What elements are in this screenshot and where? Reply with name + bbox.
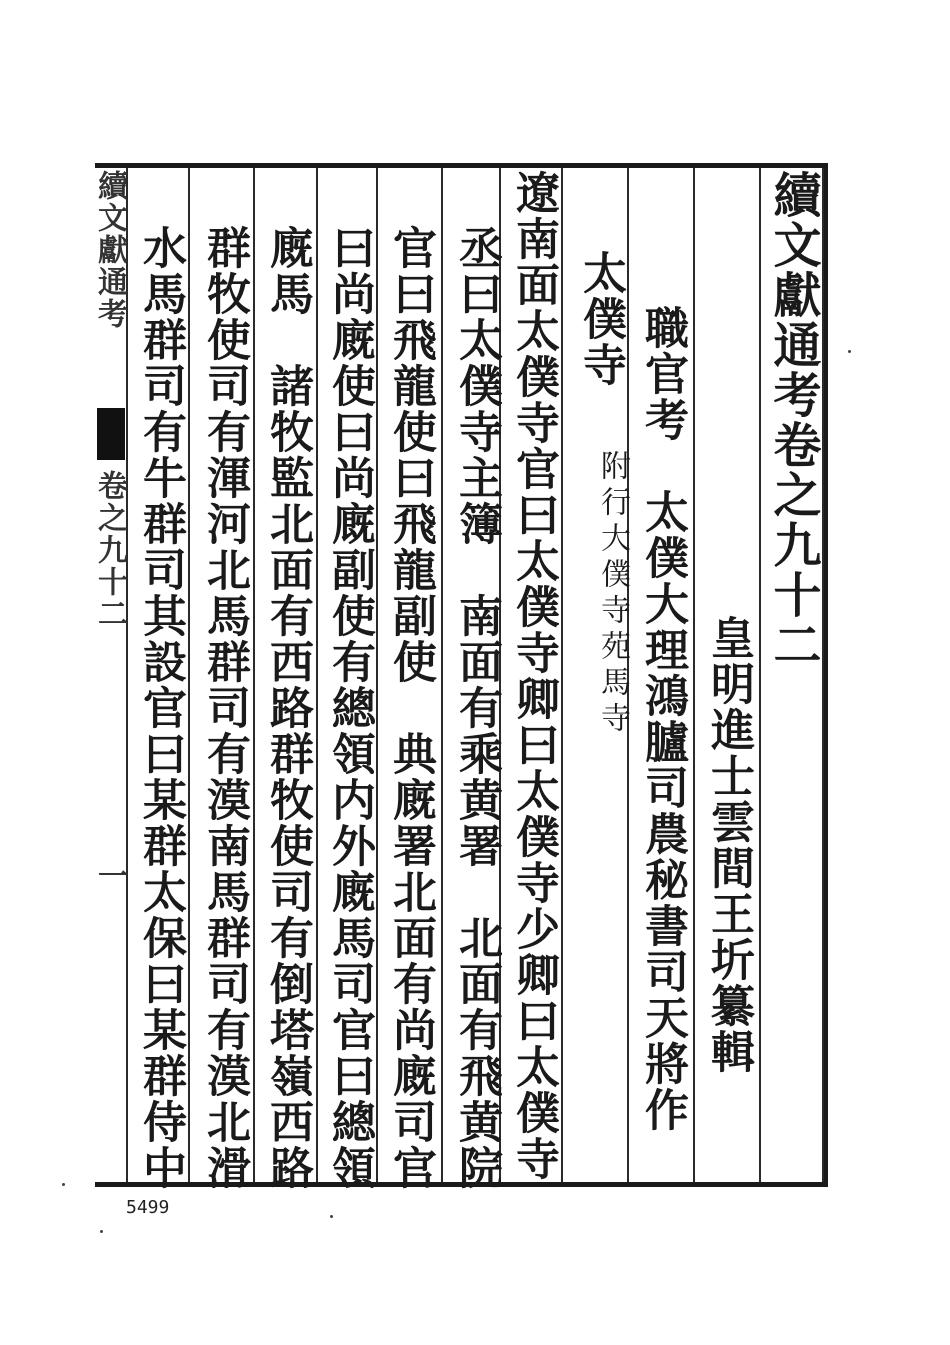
subsection-note: 附行大僕寺苑馬寺 xyxy=(595,450,630,738)
column-rule xyxy=(316,168,318,1182)
author-line: 皇明進士雲間王圻纂輯 xyxy=(703,615,754,1075)
body-column-7: 水馬群司有牛群司其設官曰某群太保曰某群侍中 xyxy=(135,225,186,1191)
margin-leaf: 一 xyxy=(92,860,127,892)
subsection-heading: 太僕寺 xyxy=(575,250,626,388)
column-rule xyxy=(441,168,443,1182)
body-column-2: 丞曰太僕寺主簿 南面有乘黄署 北面有飛黄院 xyxy=(451,225,502,1191)
book-title: 續文獻通考卷之九十二 xyxy=(765,170,821,670)
page-number: 5499 xyxy=(126,1197,170,1218)
body-column-1: 遼南面太僕寺官曰太僕寺卿曰太僕寺少卿曰太僕寺 xyxy=(508,170,559,1182)
column-rule xyxy=(561,168,563,1182)
margin-title: 續文獻通考 xyxy=(92,170,127,330)
ink-speck xyxy=(330,1215,333,1218)
section-heading: 職官考 太僕大理鴻臚司農秘書司天將作 xyxy=(637,305,688,1133)
column-rule xyxy=(822,168,824,1182)
column-rule xyxy=(759,168,761,1182)
body-column-6: 群牧使司有渾河北馬群司有漠南馬群司有漠北滑 xyxy=(199,225,250,1191)
ink-speck xyxy=(100,1230,103,1233)
body-column-5: 廐馬 諸牧監北面有西路群牧使司有倒塔嶺西路 xyxy=(262,225,313,1191)
column-rule xyxy=(253,168,255,1182)
ink-speck xyxy=(62,1183,65,1186)
margin-volume: 卷之九十二 xyxy=(92,470,127,630)
ink-speck xyxy=(848,350,851,353)
body-column-4: 曰尚廐使曰尚廐副使有總領内外廐馬司官曰總領 xyxy=(324,225,375,1191)
column-rule xyxy=(188,168,190,1182)
fishtail-mark xyxy=(97,408,125,460)
body-column-3: 官曰飛龍使曰飛龍副使 典廐署北面有尚廐司官 xyxy=(385,225,436,1191)
column-rule xyxy=(693,168,695,1182)
